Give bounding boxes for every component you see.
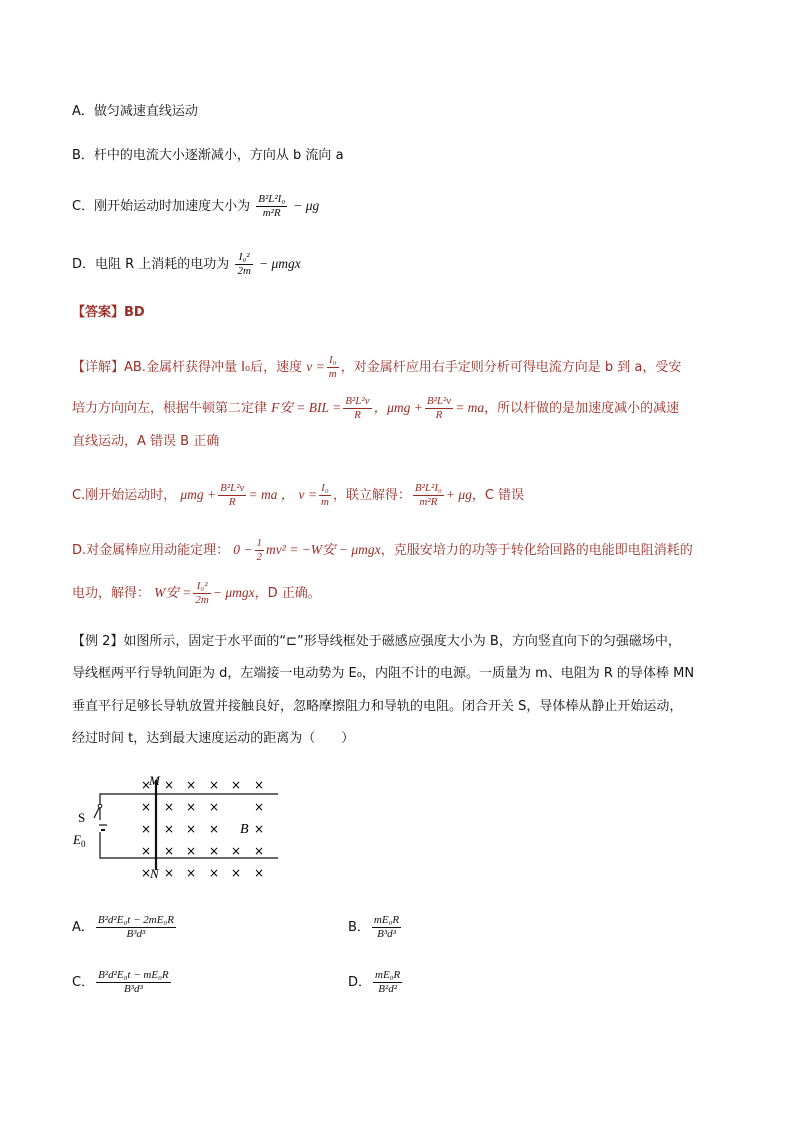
choice-d-fraction: [373, 969, 402, 996]
detail-1b: ，对金属杆应用右手定则分析可得电流方向是 b 到 a，受安: [340, 360, 682, 375]
detail-e-m: − μmgx: [212, 585, 255, 600]
detail-2b: ，所以杆做的是加速度减小的减速: [484, 401, 680, 416]
option-c-prev: [72, 193, 319, 220]
detail-d-m1: 0 −: [233, 542, 253, 557]
field-cross: ×: [231, 778, 242, 792]
option-c-text: C．刚开始运动时加速度大小为: [72, 199, 251, 214]
example-line-4: 经过时间 t，达到最大速度运动的距离为（ ）: [72, 731, 355, 746]
field-cross: ×: [186, 844, 197, 858]
detail-2-num1: B²L²v: [345, 395, 370, 407]
detail-e-b: ，D 正确。: [254, 586, 321, 601]
detail-1a: 【详解】AB.金属杆获得冲量 I₀后，速度: [72, 360, 303, 375]
label-s: S: [78, 810, 86, 825]
field-cross: ×: [209, 866, 220, 880]
detail-c-num2: I₀: [319, 482, 331, 496]
detail-c-den3: m²R: [419, 496, 438, 508]
label-e-sub: 0: [80, 839, 86, 849]
detail-c-line: [72, 482, 524, 509]
detail-1v: v =: [306, 359, 325, 374]
detail-d-den1: 2: [256, 551, 263, 563]
field-cross: ×: [186, 800, 197, 814]
detail-d-fraction: [255, 537, 265, 564]
detail-c-fraction-3: [413, 482, 444, 509]
choice-d: [348, 969, 404, 996]
field-cross: ×: [231, 844, 242, 858]
choice-b-num: mE₀R: [373, 914, 400, 926]
choice-c-num: B²d²E₀t − mE₀R: [98, 969, 169, 981]
detail-line-1: [72, 354, 681, 381]
label-b: B: [240, 822, 249, 837]
detail-c-num3: B²L²I₀: [414, 482, 442, 494]
field-cross: ×: [186, 822, 197, 836]
field-cross: ×: [164, 866, 175, 880]
detail-c-a: C.刚开始运动时，: [72, 488, 177, 503]
detail-2mid: ，μmg +: [373, 400, 423, 415]
label-e-main: E: [73, 832, 81, 847]
option-d-fraction: [235, 251, 252, 278]
option-c-tail: − μg: [293, 198, 320, 213]
field-cross: ×: [254, 822, 265, 836]
detail-c-fraction-2: [319, 482, 331, 509]
option-d-num: I₀²: [235, 251, 252, 265]
choice-a-den: B³d³: [126, 928, 146, 940]
option-d-tail: − μmgx: [259, 256, 301, 271]
switch-pivot: [98, 804, 102, 808]
label-n: N: [150, 866, 159, 881]
detail-d-num1: 1: [256, 537, 263, 549]
detail-c-den2: m: [320, 496, 329, 508]
choice-c-fraction: [96, 969, 171, 996]
detail-c-den1: R: [228, 496, 236, 508]
choice-b-fraction: [372, 914, 401, 941]
field-cross: ×: [141, 822, 152, 836]
label-m: M: [149, 773, 160, 788]
choice-c-den: B³d³: [123, 983, 143, 995]
field-cross: ×: [186, 866, 197, 880]
detail-c-num1: B²L²v: [220, 482, 245, 494]
detail-e-w: W安 =: [154, 585, 192, 600]
detail-line-3: 直线运动，A 错误 B 正确: [72, 434, 220, 449]
detail-2-den1: R: [354, 409, 361, 421]
example-line-1: 【例 2】如图所示，固定于水平面的“⊏”形导线框处于磁感应强度大小为 B，方向竖直向下的匀强磁场中，: [72, 634, 681, 649]
detail-e-fraction: [193, 580, 210, 607]
choice-a-label: A．: [72, 920, 94, 935]
detail-line-2: [72, 395, 679, 422]
detail-1-num: I₀: [327, 354, 339, 368]
detail-1-fraction: [327, 354, 339, 381]
example-line-2: 导线框两平行导轨间距为 d，左端接一电动势为 E₀，内阻不计的电源。一质量为 m、电阻为 R 的导体棒 MN: [72, 666, 695, 681]
detail-c-m2: = ma ，: [248, 487, 295, 502]
detail-d-line: [72, 537, 693, 564]
detail-c-m3: + μg: [445, 487, 472, 502]
field-cross: ×: [164, 844, 175, 858]
detail-c-m1: μmg +: [180, 487, 217, 502]
field-cross: ×: [141, 844, 152, 858]
detail-c-v: v =: [298, 487, 317, 502]
field-cross: ×: [164, 778, 175, 792]
choice-a: [72, 914, 178, 941]
example-line-3: 垂直平行足够长导轨放置并接触良好，忽略摩擦阻力和导轨的电阻。闭合开关 S，导体棒从静止开始运动，: [72, 699, 683, 714]
detail-2eq: = ma: [455, 400, 485, 415]
detail-2f: F安 = BIL =: [271, 400, 342, 415]
option-b-prev: B．杆中的电流大小逐渐减小，方向从 b 流向 a: [72, 148, 344, 163]
field-cross: ×: [186, 778, 197, 792]
field-cross: ×: [231, 866, 242, 880]
detail-e-den: 2m: [195, 594, 209, 606]
answer: 【答案】BD: [72, 305, 145, 320]
detail-e-num: I₀²: [193, 580, 210, 594]
choice-c-label: C．: [72, 975, 95, 990]
field-cross: ×: [141, 800, 152, 814]
choice-c: [72, 969, 173, 996]
detail-2-fraction-1: [343, 395, 371, 422]
detail-2-fraction-2: [425, 395, 453, 422]
option-d-text: D．电阻 R 上消耗的电功为: [72, 257, 230, 272]
detail-d-m2: mv² = −W安 − μmgx: [266, 542, 381, 557]
choice-a-num: B²d²E₀t − 2mE₀R: [97, 914, 174, 926]
circuit-figure: [70, 770, 290, 882]
option-c-num: B²L²I₀: [258, 193, 286, 205]
detail-2-den2: R: [435, 409, 443, 421]
detail-e-a: 电功，解得：: [72, 586, 151, 601]
field-cross: ×: [254, 778, 265, 792]
detail-c-b: ，联立解得：: [332, 488, 411, 503]
field-cross: ×: [141, 866, 152, 880]
field-cross: ×: [164, 800, 175, 814]
field-cross: ×: [254, 800, 265, 814]
detail-1-den: m: [328, 368, 337, 380]
field-cross: ×: [209, 778, 220, 792]
field-cross: ×: [209, 844, 220, 858]
field-cross: ×: [209, 822, 220, 836]
field-cross: ×: [254, 866, 265, 880]
detail-2a: 培力方向向左，根据牛顿第二定律: [72, 401, 268, 416]
option-c-fraction: [256, 193, 287, 220]
field-cross: ×: [141, 778, 152, 792]
option-a-prev: A．做匀减速直线运动: [72, 104, 198, 119]
option-d-den: 2m: [237, 265, 251, 277]
choice-a-fraction: [96, 914, 176, 941]
choice-d-den: B²d²: [378, 983, 398, 995]
detail-c-c: ，C 错误: [471, 488, 525, 503]
detail-c-fraction-1: [218, 482, 246, 509]
choice-d-label: D．: [348, 975, 372, 990]
choice-b-label: B．: [348, 920, 370, 935]
choice-b-den: B³d³: [377, 928, 396, 940]
detail-e-line: [72, 580, 321, 607]
option-c-den: m²R: [262, 207, 281, 219]
choice-d-num: mE₀R: [375, 969, 401, 981]
detail-d-b: ，克服安培力的功等于转化给回路的电能即电阻消耗的: [380, 543, 693, 558]
detail-d-a: D.对金属棒应用动能定理：: [72, 543, 230, 558]
detail-2-num2: B²L²v: [426, 395, 452, 407]
field-cross: ×: [164, 822, 175, 836]
option-d-prev: [72, 251, 301, 278]
label-e0: [72, 832, 86, 849]
choice-b: [348, 914, 403, 941]
field-cross: ×: [254, 844, 265, 858]
field-cross: ×: [209, 800, 220, 814]
